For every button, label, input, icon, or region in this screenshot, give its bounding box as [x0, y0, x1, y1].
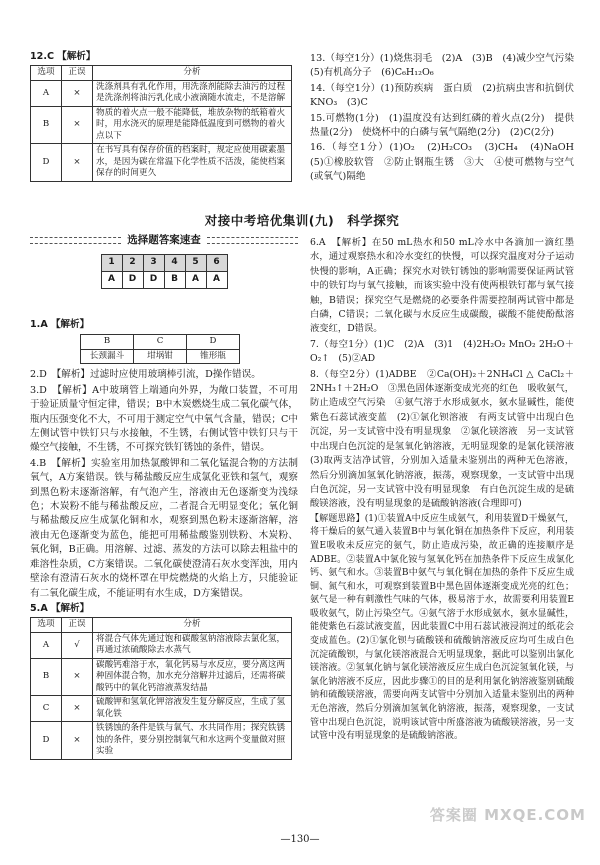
q5-tag: 【解析】 — [50, 602, 90, 614]
q12-row-mark: × — [62, 144, 93, 182]
q5-row-mark: × — [62, 658, 93, 696]
answer-letter: A — [206, 272, 227, 289]
q12-header-analysis: 分析 — [93, 66, 292, 81]
q4-text: 4.B 【解析】实验室用加热氯酸钾和二氧化锰混合物的方法制氧气，A方案错误。铁与稀盐酸反应生成氯化亚铁和氢气，观察到黑色粉末逐渐溶解，有气泡产生，溶液由无色逐渐变为浅绿色；木炭粉不能与稀盐酸反应，二者混合无明显变化；氧化铜与稀盐酸反应生成氯化铜和水，观察到黑色粉末逐渐溶解，溶液由无色逐渐变为蓝色，能把可用稀盐酸鉴别铁粉、木炭粉、氧化铜，B正确。用溶解、过滤、蒸发的方法可以除去粗盐中的难溶性杂质，C方案错误。二氧化碳使澄清石灰水变浑浊，用内壁涂有澄清石灰水的烧杯罩在甲烷燃烧的火焰上方，只能验证有二氧化碳生成，不能证明有水生成，D方案错误。 — [30, 457, 298, 599]
answer-letter: A — [101, 272, 122, 289]
left-column-bottom — [30, 318, 298, 760]
answer-number: 1 — [101, 255, 122, 272]
q12-row-text: 洗涤剂具有乳化作用，用洗涤剂能除去油污的过程是洗涤剂将油污乳化成小液滴随水流走，不是溶解 — [93, 80, 292, 106]
q8-answer-text: 8.（每空2分）(1)ADBE ②Ca(OH)₂＋2NH₄Cl △ CaCl₂＋2NH₃↑＋2H₂O ③黑色固体逐渐变成光亮的红色 吸收氨气，防止造成空气污染 ④氨气溶于水形成氨水，氨水显碱性，能使紫色石蕊试液变蓝 (2)①氯化钡溶液 有两支试管中出现白色沉淀，另一支试管中没有明显现象 ②氯化镁溶液 另一支试管中出现白色沉淀的是氢氧化钠溶液，无明显现象的是氯化镁溶液 (3)取两支洁净试管，分别加入适量未鉴别出的两种无色溶液，然后分别滴加氢氧化钠溶液，振荡，观察现象，一支试管中出现白色沉淀，另一支试管中没有明显现象 有白色沉淀生成的是硫酸镁溶液，没有明显现象的是硫酸钠溶液(合理即可) — [310, 368, 584, 510]
q1-header: B — [81, 335, 134, 350]
q15-text: 15.可燃物(1分) (1)温度没有达到红磷的着火点(2分) 提供热量(2分) 使烧杯中的白磷与氧气隔绝(2分) (2)C(2分) — [310, 112, 574, 139]
answer-letter: D — [143, 272, 164, 289]
q5-row-text: 铁锈蚀的条件是铁与氧气、水共同作用；探究铁锈蚀的条件，要分别控制氧气和水这两个变量做对照实验 — [93, 722, 292, 760]
q16-text: 16.（每空1分）(1)O₂ (2)H₂CO₃ (3)CH₄ (4)NaOH (5)①橡胶软管 ②防止钢瓶生锈 ③大 ④使可燃物与空气(或氧气)隔绝 — [310, 142, 584, 183]
q12-row-mark: × — [62, 106, 93, 144]
q5-row-option: A — [31, 632, 62, 658]
q5-table — [30, 617, 292, 760]
answer-number: 5 — [185, 255, 206, 272]
answer-letter: A — [185, 272, 206, 289]
answer-letter: D — [122, 272, 143, 289]
q12-row-option: A — [31, 80, 62, 106]
q12-label: 12.C — [30, 51, 55, 62]
watermark: 答案圈 MXQE.COM — [429, 806, 586, 824]
q1-header: C — [134, 335, 187, 350]
q5-row-mark: × — [62, 722, 93, 760]
answer-letter: B — [164, 272, 185, 289]
q2-text: 2.D 【解析】过滤时应使用玻璃棒引流，D操作错误。 — [30, 369, 261, 381]
heading-rule-left — [30, 237, 121, 244]
q1-label: 1.A — [30, 319, 48, 330]
q8-solution-text: 【解题思路】(1)①装置A中反应生成氨气，利用装置D干燥氨气，将干燥后的氨气通入装置B中与氧化铜在加热条件下反应，利用装置E吸收未反应完的氨气，防止造成污染，故正确的连接顺序是ADBE。②装置A中氯化铵与氢氧化钙在加热条件下反应生成氯化钙、氨气和水。③装置B中氨气与氧化铜在加热的条件下反应生成铜、氮气和水，可观察到装置B中黑色固体逐渐变成光亮的红色；氨气是一种有刺激性气味的气体，极易溶于水，故需要利用装置E吸收氨气，防止污染空气。④氨气溶于水形成氨水，氨水显碱性，能使紫色石蕊试液变蓝，因此装置C中用石蕊试液浸润过的纸花会变成蓝色。(2)①氯化钡与硫酸镁和硫酸钠溶液反应均可生成白色沉淀硫酸钡，与氯化镁溶液混合无明显现象，据此可以鉴别出氯化镁溶液。②氢氧化钠与氯化镁溶液反应生成白色沉淀氢氧化镁，与氯化钠溶液不反应，因此步骤①的目的是利用氯化钠溶液鉴别硫酸钠和硫酸镁溶液，需要向两支试管中分别加入适量未鉴别出的两种无色溶液，然后分别滴加氢氧化钠溶液，振荡，观察现象，一支试管中出现白色沉淀，说明该试管中所盛溶液为硫酸镁溶液，另一支试管中没有明显现象的是硫酸钠溶液。 — [310, 513, 574, 742]
q6-text: 6.A 【解析】在50 mL热水和50 mL冷水中各滴加一滴红墨水，通过观察热水和冷水变红的快慢，可以探究温度对分子运动快慢的影响，A正确；探究水对铁钉锈蚀的影响需要保证两试管中的铁钉均与氧气接触，而该实验中没有使两根铁钉都与氧气接触，B错误；探究空气是燃烧的必要条件需要控制两试管中都是白磷，C错误；二氧化碳与水反应生成碳酸，碳酸不能使酚酞溶液变红，D错误。 — [310, 237, 574, 335]
q5-header-option: 选项 — [31, 618, 62, 633]
q5-header-correct: 正误 — [62, 618, 93, 633]
q5-label: 5.A — [30, 602, 48, 614]
table-row — [31, 658, 292, 696]
q1-cell: 坩埚钳 — [134, 349, 187, 364]
q1-cell: 锥形瓶 — [187, 349, 240, 364]
table-row — [31, 722, 292, 760]
q7-text: 7.（每空1分）(1)C (2)A (3)1 (4)2H₂O₂ MnO₂ 2H₂O＋O₂↑ (5)②AD — [310, 338, 574, 365]
q3-text: 3.D 【解析】A中玻璃管上端通向外界，为敞口装置，不可用于验证质量守恒定律，错误；B中木炭燃烧生成二氧化碳气体，瓶内压强变化不大，不可用于测定空气中氧气含量，错误；C中左侧试管中铁钉只与水接触，不生锈，右侧试管中铁钉只与干燥空气接触，不生锈，不可探究铁钉锈蚀的条件，错误。 — [30, 384, 298, 454]
q1-table — [80, 334, 240, 364]
q5-row-option: B — [31, 658, 62, 696]
q5-row-mark: × — [62, 696, 93, 722]
table-row — [31, 80, 292, 106]
q13-text: 13.（每空1分）(1)烧焦羽毛 (2)A (3)B (4)减少空气污染 (5)有机高分子 (6)C₆H₁₂O₆ — [310, 53, 584, 79]
q12-header-correct: 正误 — [62, 66, 93, 81]
answer-number: 4 — [164, 255, 185, 272]
left-column-top — [30, 50, 298, 182]
q5-row-option: C — [31, 696, 62, 722]
q12-tag: 【解析】 — [57, 51, 96, 62]
q12-table — [30, 65, 292, 182]
q12-row-text: 在书写具有保存价值的档案时，规定应使用碳素墨水，是因为碳在常温下化学性质不活泼，能使档案保存的时间更久 — [93, 144, 292, 182]
table-row — [31, 632, 292, 658]
right-column-top — [310, 52, 584, 186]
answer-grid — [101, 254, 228, 289]
q12-row-mark: × — [62, 80, 93, 106]
right-column-bottom — [310, 236, 584, 745]
q1-tag: 【解析】 — [50, 319, 90, 330]
q12-row-option: B — [31, 106, 62, 144]
q14-text: 14.（每空1分）(1)预防疾病 蛋白质 (2)抗病虫害和抗倒伏 KNO₃ (3)C — [310, 82, 584, 109]
answer-number: 6 — [206, 255, 227, 272]
answer-number: 3 — [143, 255, 164, 272]
heading-rule-right — [207, 237, 298, 244]
table-row — [31, 106, 292, 144]
q5-row-mark: √ — [62, 632, 93, 658]
page-number: —130— — [280, 834, 320, 845]
q5-header-analysis: 分析 — [93, 618, 292, 633]
section-title: 对接中考培优集训(九) 科学探究 — [204, 213, 400, 228]
q1-cell: 长颈漏斗 — [81, 349, 134, 364]
q5-row-option: D — [31, 722, 62, 760]
q5-row-text: 将混合气体先通过饱和碳酸氢钠溶液除去氯化氢，再通过浓硫酸除去水蒸气 — [93, 632, 292, 658]
q12-row-option: D — [31, 144, 62, 182]
table-row — [31, 696, 292, 722]
q12-header-option: 选项 — [31, 66, 62, 81]
q5-row-text: 碳酸钙难溶于水，氧化钙易与水反应，要分离这两种固体混合物，加水充分溶解并过滤后，还需将碳酸钙中的氧化钙溶液蒸发结晶 — [93, 658, 292, 696]
answer-quick-check — [30, 232, 298, 312]
q1-header: D — [187, 335, 240, 350]
q12-row-text: 物质的着火点一般不能降低，堆放杂物的纸箱着火时，用水浇灭的原理是能降低温度到可燃物的着火点以下 — [93, 106, 292, 144]
answer-number: 2 — [122, 255, 143, 272]
table-row — [31, 144, 292, 182]
q5-row-text: 硫酸钾和氢氧化钾溶液发生复分解反应，生成了氢氧化铁 — [93, 696, 292, 722]
answer-box-heading: 选择题答案速查 — [127, 233, 201, 246]
